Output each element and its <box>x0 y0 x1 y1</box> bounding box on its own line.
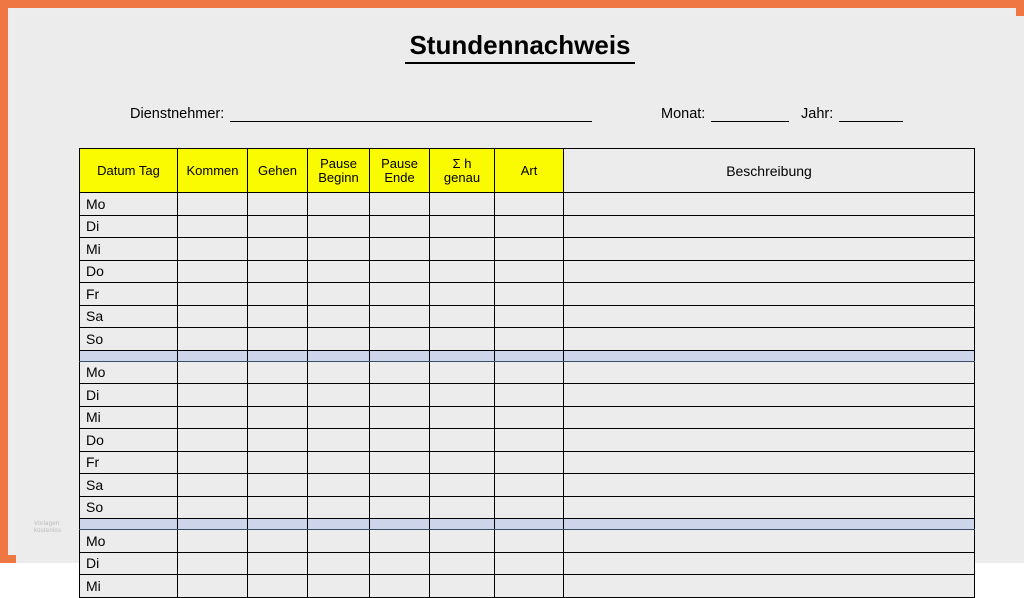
beschreibung-cell[interactable] <box>564 361 975 384</box>
column-header-pause-beginn-line1: Pause <box>320 155 357 171</box>
column-header-kommen: Kommen <box>178 149 248 193</box>
summe-cell[interactable] <box>430 451 495 474</box>
gehen-cell[interactable] <box>248 260 308 283</box>
pause-ende-cell[interactable] <box>370 305 430 328</box>
week-separator-cell <box>370 519 430 530</box>
gehen-cell[interactable] <box>248 283 308 306</box>
art-cell[interactable] <box>495 474 564 497</box>
pause-beginn-cell[interactable] <box>308 215 370 238</box>
page-title <box>16 30 1024 61</box>
employee-field <box>130 106 592 122</box>
art-cell[interactable] <box>495 496 564 519</box>
beschreibung-cell[interactable] <box>564 406 975 429</box>
art-cell[interactable] <box>495 406 564 429</box>
table-row[interactable] <box>80 384 975 407</box>
beschreibung-cell[interactable] <box>564 193 975 216</box>
day-cell: Mi <box>80 575 178 598</box>
week-separator-cell <box>564 519 975 530</box>
beschreibung-cell[interactable] <box>564 429 975 452</box>
pause-beginn-cell[interactable] <box>308 406 370 429</box>
art-cell[interactable] <box>495 384 564 407</box>
year-label: Jahr: <box>801 106 834 122</box>
table-row[interactable] <box>80 429 975 452</box>
day-cell: Mo <box>80 361 178 384</box>
month-field <box>661 106 789 122</box>
table-row[interactable] <box>80 496 975 519</box>
pause-beginn-cell[interactable] <box>308 384 370 407</box>
summe-cell[interactable] <box>430 260 495 283</box>
week-separator-cell <box>80 350 178 361</box>
pause-beginn-cell[interactable] <box>308 238 370 261</box>
day-cell: Mo <box>80 530 178 553</box>
column-header-pause-beginn <box>308 149 370 193</box>
employee-input[interactable] <box>230 107 592 122</box>
pause-beginn-cell[interactable] <box>308 429 370 452</box>
week-separator-cell <box>564 350 975 361</box>
day-cell: Mo <box>80 193 178 216</box>
summe-cell[interactable] <box>430 474 495 497</box>
beschreibung-cell[interactable] <box>564 384 975 407</box>
beschreibung-cell[interactable] <box>564 552 975 575</box>
beschreibung-cell[interactable] <box>564 328 975 351</box>
column-header-art: Art <box>495 149 564 193</box>
table-body <box>80 193 975 598</box>
week-separator-cell <box>80 519 178 530</box>
art-cell[interactable] <box>495 283 564 306</box>
summe-cell[interactable] <box>430 215 495 238</box>
pause-beginn-cell[interactable] <box>308 361 370 384</box>
art-cell[interactable] <box>495 260 564 283</box>
week-separator-cell <box>430 350 495 361</box>
summe-cell[interactable] <box>430 552 495 575</box>
column-header-gehen: Gehen <box>248 149 308 193</box>
table-row[interactable] <box>80 552 975 575</box>
kommen-cell[interactable] <box>178 406 248 429</box>
week-separator-cell <box>495 519 564 530</box>
table-header-row <box>80 149 975 193</box>
pause-ende-cell[interactable] <box>370 238 430 261</box>
summe-cell[interactable] <box>430 305 495 328</box>
pause-beginn-cell[interactable] <box>308 552 370 575</box>
gehen-cell[interactable] <box>248 361 308 384</box>
pause-beginn-cell[interactable] <box>308 305 370 328</box>
pause-ende-cell[interactable] <box>370 328 430 351</box>
week-separator <box>80 350 975 361</box>
table-row[interactable] <box>80 283 975 306</box>
beschreibung-cell[interactable] <box>564 575 975 598</box>
pause-beginn-cell[interactable] <box>308 283 370 306</box>
column-header-beschreibung: Beschreibung <box>564 149 975 193</box>
week-separator-cell <box>308 350 370 361</box>
day-cell: Fr <box>80 283 178 306</box>
table-row[interactable] <box>80 406 975 429</box>
week-separator-cell <box>248 350 308 361</box>
pause-ende-cell[interactable] <box>370 451 430 474</box>
summe-cell[interactable] <box>430 496 495 519</box>
week-separator-cell <box>178 519 248 530</box>
day-cell: Sa <box>80 305 178 328</box>
meta-fields <box>16 106 1024 130</box>
kommen-cell[interactable] <box>178 283 248 306</box>
beschreibung-cell[interactable] <box>564 496 975 519</box>
kommen-cell[interactable] <box>178 193 248 216</box>
summe-cell[interactable] <box>430 530 495 553</box>
art-cell[interactable] <box>495 552 564 575</box>
kommen-cell[interactable] <box>178 474 248 497</box>
art-cell[interactable] <box>495 328 564 351</box>
art-cell[interactable] <box>495 215 564 238</box>
column-header-summe-h-line1: Σ h <box>452 155 472 171</box>
kommen-cell[interactable] <box>178 496 248 519</box>
week-separator-cell <box>178 350 248 361</box>
pause-ende-cell[interactable] <box>370 384 430 407</box>
kommen-cell[interactable] <box>178 552 248 575</box>
table-row[interactable] <box>80 530 975 553</box>
kommen-cell[interactable] <box>178 328 248 351</box>
table-row[interactable] <box>80 193 975 216</box>
gehen-cell[interactable] <box>248 474 308 497</box>
kommen-cell[interactable] <box>178 575 248 598</box>
summe-cell[interactable] <box>430 361 495 384</box>
week-separator-cell <box>308 519 370 530</box>
gehen-cell[interactable] <box>248 451 308 474</box>
gehen-cell[interactable] <box>248 215 308 238</box>
table-row[interactable] <box>80 451 975 474</box>
pause-ende-cell[interactable] <box>370 361 430 384</box>
beschreibung-cell[interactable] <box>564 451 975 474</box>
day-cell: Di <box>80 552 178 575</box>
week-separator-cell <box>248 519 308 530</box>
column-header-pause-ende-line1: Pause <box>381 155 418 171</box>
day-cell: Do <box>80 260 178 283</box>
pause-ende-cell[interactable] <box>370 283 430 306</box>
month-input[interactable] <box>711 107 789 122</box>
pause-ende-cell[interactable] <box>370 429 430 452</box>
beschreibung-cell[interactable] <box>564 215 975 238</box>
pause-beginn-cell[interactable] <box>308 328 370 351</box>
beschreibung-cell[interactable] <box>564 283 975 306</box>
week-separator <box>80 519 975 530</box>
week-separator-cell <box>370 350 430 361</box>
beschreibung-cell[interactable] <box>564 474 975 497</box>
year-input[interactable] <box>839 107 903 122</box>
gehen-cell[interactable] <box>248 429 308 452</box>
beschreibung-cell[interactable] <box>564 260 975 283</box>
kommen-cell[interactable] <box>178 429 248 452</box>
summe-cell[interactable] <box>430 238 495 261</box>
column-header-pause-ende <box>370 149 430 193</box>
pause-ende-cell[interactable] <box>370 575 430 598</box>
art-cell[interactable] <box>495 429 564 452</box>
column-header-pause-ende-line2: Ende <box>384 169 415 185</box>
table-row[interactable] <box>80 215 975 238</box>
art-cell[interactable] <box>495 530 564 553</box>
summe-cell[interactable] <box>430 429 495 452</box>
day-cell: Di <box>80 384 178 407</box>
art-cell[interactable] <box>495 575 564 598</box>
pause-ende-cell[interactable] <box>370 215 430 238</box>
table-row[interactable] <box>80 328 975 351</box>
art-cell[interactable] <box>495 305 564 328</box>
month-label: Monat: <box>661 106 706 122</box>
beschreibung-cell[interactable] <box>564 238 975 261</box>
day-cell: Do <box>80 429 178 452</box>
day-cell: Mi <box>80 238 178 261</box>
summe-cell[interactable] <box>430 575 495 598</box>
kommen-cell[interactable] <box>178 305 248 328</box>
gehen-cell[interactable] <box>248 552 308 575</box>
pause-beginn-cell[interactable] <box>308 193 370 216</box>
column-header-datum-tag: Datum Tag <box>80 149 178 193</box>
gehen-cell[interactable] <box>248 238 308 261</box>
day-cell: So <box>80 496 178 519</box>
pause-beginn-cell[interactable] <box>308 575 370 598</box>
gehen-cell[interactable] <box>248 406 308 429</box>
kommen-cell[interactable] <box>178 215 248 238</box>
day-cell: Mi <box>80 406 178 429</box>
art-cell[interactable] <box>495 238 564 261</box>
pause-ende-cell[interactable] <box>370 474 430 497</box>
table-row[interactable] <box>80 361 975 384</box>
watermark: Vorlagen kostenlos <box>34 521 62 534</box>
art-cell[interactable] <box>495 361 564 384</box>
week-separator-cell <box>430 519 495 530</box>
kommen-cell[interactable] <box>178 361 248 384</box>
pause-beginn-cell[interactable] <box>308 451 370 474</box>
pause-beginn-cell[interactable] <box>308 530 370 553</box>
column-header-summe-h-line2: genau <box>443 169 481 185</box>
column-header-pause-beginn-line2: Beginn <box>318 169 359 185</box>
pause-ende-cell[interactable] <box>370 193 430 216</box>
table-row[interactable] <box>80 260 975 283</box>
gehen-cell[interactable] <box>248 305 308 328</box>
art-cell[interactable] <box>495 193 564 216</box>
kommen-cell[interactable] <box>178 238 248 261</box>
gehen-cell[interactable] <box>248 496 308 519</box>
employee-label: Dienstnehmer: <box>130 106 225 122</box>
day-cell: Fr <box>80 451 178 474</box>
table-row[interactable] <box>80 238 975 261</box>
timesheet-table <box>79 148 975 598</box>
table-row[interactable] <box>80 474 975 497</box>
gehen-cell[interactable] <box>248 575 308 598</box>
page-title-text: Stundennachweis <box>405 30 634 64</box>
day-cell: Sa <box>80 474 178 497</box>
pause-ende-cell[interactable] <box>370 552 430 575</box>
table-row[interactable] <box>80 305 975 328</box>
summe-cell[interactable] <box>430 328 495 351</box>
summe-cell[interactable] <box>430 193 495 216</box>
pause-beginn-cell[interactable] <box>308 496 370 519</box>
summe-cell[interactable] <box>430 283 495 306</box>
gehen-cell[interactable] <box>248 530 308 553</box>
day-cell: So <box>80 328 178 351</box>
kommen-cell[interactable] <box>178 260 248 283</box>
summe-cell[interactable] <box>430 406 495 429</box>
gehen-cell[interactable] <box>248 328 308 351</box>
kommen-cell[interactable] <box>178 384 248 407</box>
week-separator-cell <box>495 350 564 361</box>
pause-ende-cell[interactable] <box>370 260 430 283</box>
beschreibung-cell[interactable] <box>564 530 975 553</box>
art-cell[interactable] <box>495 451 564 474</box>
pause-ende-cell[interactable] <box>370 530 430 553</box>
pause-ende-cell[interactable] <box>370 496 430 519</box>
kommen-cell[interactable] <box>178 530 248 553</box>
pause-beginn-cell[interactable] <box>308 260 370 283</box>
pause-beginn-cell[interactable] <box>308 474 370 497</box>
pause-ende-cell[interactable] <box>370 406 430 429</box>
gehen-cell[interactable] <box>248 384 308 407</box>
kommen-cell[interactable] <box>178 451 248 474</box>
document-sheet <box>16 16 1024 594</box>
table-row[interactable] <box>80 575 975 598</box>
year-field <box>801 106 903 122</box>
beschreibung-cell[interactable] <box>564 305 975 328</box>
column-header-summe-h <box>430 149 495 193</box>
gehen-cell[interactable] <box>248 193 308 216</box>
day-cell: Di <box>80 215 178 238</box>
summe-cell[interactable] <box>430 384 495 407</box>
